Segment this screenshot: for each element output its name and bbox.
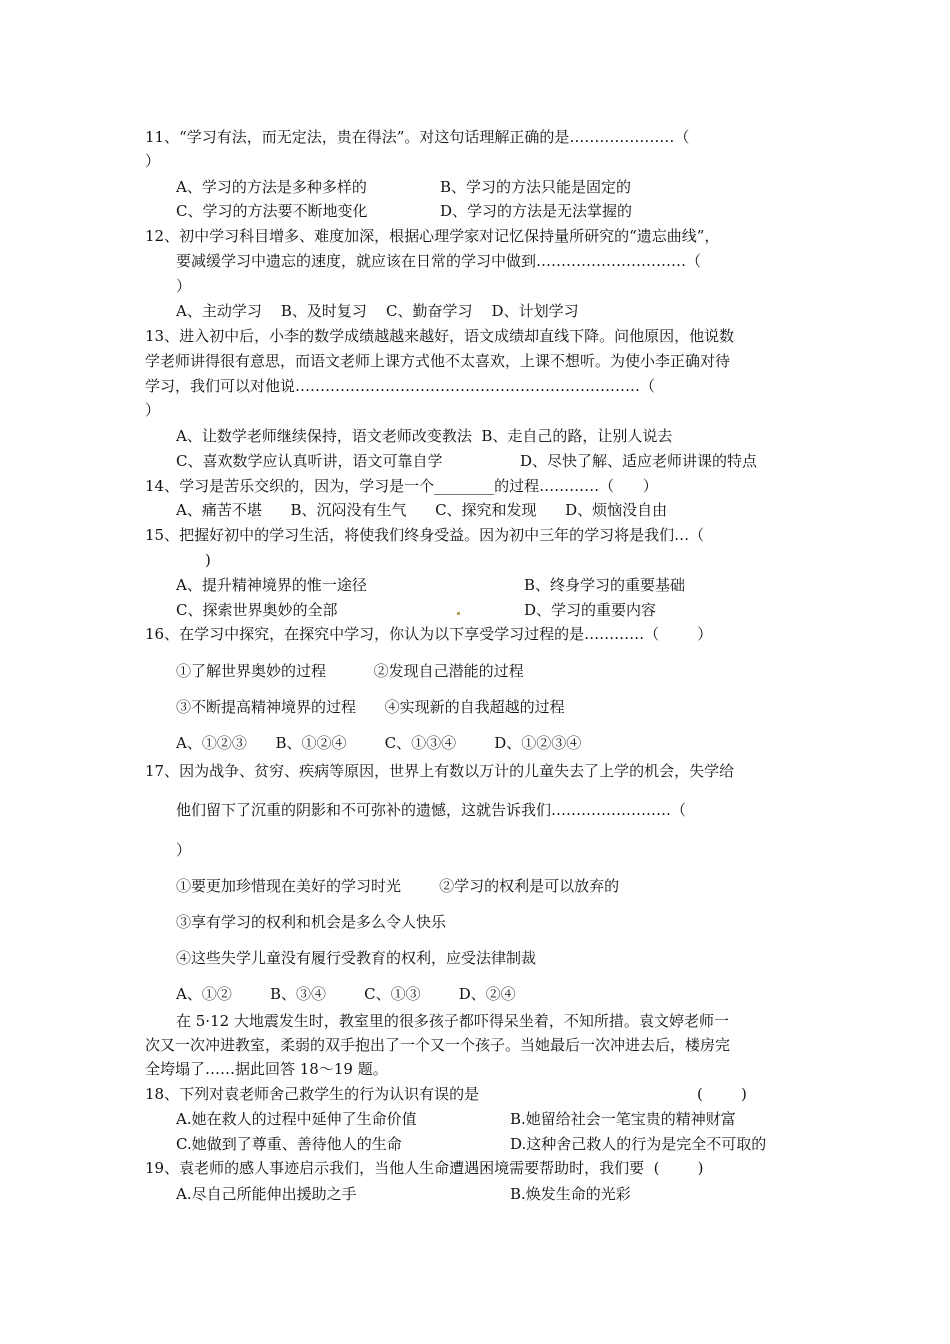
text-line: 19、袁老师的感人事迹启示我们，当他人生命遭遇困境需要帮助时，我们要 ( ): [145, 1159, 704, 1177]
text-line: D、学习的重要内容: [524, 601, 657, 619]
text-line: A、主动学习 B、及时复习 C、勤奋学习 D、计划学习: [176, 302, 579, 320]
text-line: B.她留给社会一笔宝贵的精神财富: [510, 1110, 736, 1128]
text-line: 在 5·12 大地震发生时，教室里的很多孩子都吓得呆坐着，不知所措。袁文婷老师一: [176, 1012, 729, 1030]
text-line: 学老师讲得很有意思，而语文老师上课方式他不太喜欢，上课不想听。为使小李正确对待: [145, 352, 731, 370]
text-line: 要减缓学习中遗忘的速度，就应该在日常的学习中做到…………………………（: [176, 252, 702, 270]
text-line: A、让数学老师继续保持，语文老师改变教法 B、走自己的路，让别人说去: [176, 427, 673, 445]
text-line: A、①② B、③④ C、①③ D、②④: [176, 985, 516, 1003]
text-line: 他们留下了沉重的阴影和不可弥补的遗憾，这就告诉我们……………………（: [176, 801, 687, 819]
text-line: D.这种舍己救人的行为是完全不可取的: [510, 1135, 767, 1153]
text-line: A、学习的方法是多种多样的: [176, 178, 367, 196]
text-line: A、①②③ B、①②④ C、①③④ D、①②③④: [176, 734, 582, 752]
text-line: ）: [145, 152, 161, 170]
text-line: D、学习的方法是无法掌握的: [440, 202, 633, 220]
text-line: A.她在救人的过程中延伸了生命价值: [176, 1110, 417, 1128]
text-line: C.她做到了尊重、善待他人的生命: [176, 1135, 402, 1153]
text-line: ）: [145, 401, 161, 419]
text-line: ( ): [697, 1085, 747, 1103]
text-line: 15、把握好初中的学习生活，将使我们终身受益。因为初中三年的学习将是我们…（: [145, 526, 705, 544]
text-line: B、终身学习的重要基础: [524, 576, 686, 594]
text-line: ）: [176, 841, 192, 859]
text-line: D、尽快了解、适应老师讲课的特点: [520, 452, 758, 470]
text-line: A、痛苦不堪 B、沉闷没有生气 C、探究和发现 D、烦恼没自由: [176, 501, 668, 519]
text-line: 学习，我们可以对他说……………………………………………………………（: [145, 377, 656, 395]
text-line: 13、进入初中后，小李的数学成绩越越来越好，语文成绩却直线下降。问他原因，他说数: [145, 327, 735, 345]
text-line: 17、因为战争、贫穷、疾病等原因，世界上有数以万计的儿童失去了上学的机会，失学给: [145, 762, 735, 780]
text-line: A、提升精神境界的惟一途径: [176, 576, 367, 594]
text-line: A.尽自己所能伸出援助之手: [176, 1185, 357, 1203]
text-line: ③享有学习的权利和机会是多么令人快乐: [176, 913, 447, 931]
text-line: C、喜欢数学应认真听讲，语文可靠自学: [176, 452, 443, 470]
text-line: 11、“学习有法，而无定法，贵在得法”。对这句话理解正确的是…………………（: [145, 128, 690, 146]
text-line: 18、下列对袁老师舍己救学生的行为认识有误的是: [145, 1085, 480, 1103]
text-line: ）: [176, 277, 192, 295]
text-line: B.焕发生命的光彩: [510, 1185, 631, 1203]
text-line: 全垮塌了……据此回答 18～19 题。: [145, 1060, 388, 1078]
text-line: 12、初中学习科目增多、难度加深，根据心理学家对记忆保持量所研究的“遗忘曲线”，: [145, 227, 720, 245]
text-line: ③不断提高精神境界的过程 ④实现新的自我超越的过程: [176, 698, 565, 716]
text-line: 16、在学习中探究，在探究中学习，你认为以下享受学习过程的是…………（ ）: [145, 625, 713, 643]
text-line: C、探索世界奥妙的全部: [176, 601, 338, 619]
stray-mark: [457, 612, 460, 615]
text-line: C、学习的方法要不断地变化: [176, 202, 368, 220]
text-line: ①要更加珍惜现在美好的学习时光 ②学习的权利是可以放弃的: [176, 877, 620, 895]
text-line: 14、学习是苦乐交织的，因为，学习是一个________的过程…………（ ）: [145, 477, 658, 495]
text-line: ): [205, 551, 211, 569]
text-line: ④这些失学儿童没有履行受教育的权利，应受法律制裁: [176, 949, 537, 967]
text-line: B、学习的方法只能是固定的: [440, 178, 632, 196]
text-line: ①了解世界奥妙的过程 ②发现自己潜能的过程: [176, 662, 524, 680]
text-line: 次又一次冲进教室，柔弱的双手抱出了一个又一个孩子。当她最后一次冲进去后，楼房完: [145, 1036, 731, 1054]
